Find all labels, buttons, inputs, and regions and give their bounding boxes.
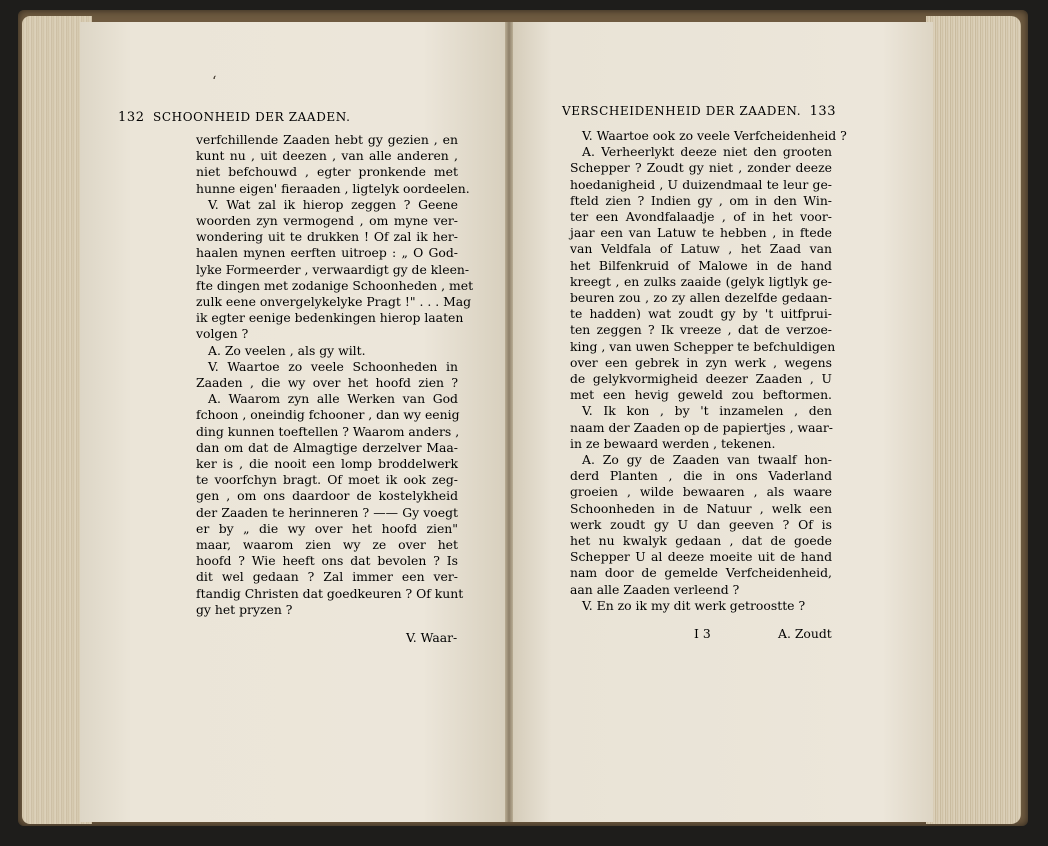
- text-line: de gelykvormigheid deezer Zaaden , U: [570, 371, 832, 387]
- text-line: kunt nu , uit deezen , van alle anderen ,: [196, 148, 458, 164]
- text-line: Schoonheden in de Natuur , welk een: [570, 500, 832, 516]
- text-line: te hadden) wat zoudt gy by 't uitfprui-: [570, 306, 832, 322]
- text-line: het nu kwalyk gedaan , dat de goede: [570, 533, 832, 549]
- right-page-edges: [926, 16, 1021, 824]
- text-line: kreegt , en zulks zaaide (gelyk ligtlyk ge-: [570, 273, 832, 289]
- right-running-head: [562, 104, 837, 119]
- text-line: derd Planten , die in ons Vaderland: [570, 468, 832, 484]
- text-line: fchoon , oneindig fchooner , dan wy eenig: [196, 407, 460, 423]
- text-line: ker is , die nooit een lomp broddelwerk: [196, 456, 458, 472]
- text-line: met een hevig geweld zou beftormen.: [570, 387, 832, 403]
- text-line: hoedanigheid , U duizendmaal te leur ge-: [570, 176, 832, 192]
- text-line: V. Waartoe zo veele Schoonheden in: [208, 358, 458, 374]
- text-line: king , van uwen Schepper te befchuldigen: [570, 338, 836, 354]
- text-line: dan om dat de Almagtige derzelver Maa-: [196, 439, 458, 455]
- text-line: in ze bewaard werden , tekenen.: [570, 435, 776, 451]
- stray-mark: ‘: [212, 74, 217, 90]
- text-line: woorden zyn vermogend , om myne ver-: [196, 213, 458, 229]
- left-running-title: SCHOONHEID DER ZAADEN.: [153, 110, 351, 124]
- text-line: naam der Zaaden op de papiertjes , waar-: [570, 419, 833, 435]
- text-line: niet befchouwd , egter pronkende met: [196, 164, 458, 180]
- text-line: hoofd ? Wie heeft ons dat bevolen ? Is: [196, 553, 458, 569]
- text-line: wondering uit te drukken ! Of zal ik her-: [196, 229, 458, 245]
- text-line: gy het pryzen ?: [196, 601, 293, 617]
- text-line: V. Wat zal ik hierop zeggen ? Geene: [208, 196, 458, 212]
- text-line: van Veldfala of Latuw , het Zaad van: [570, 241, 832, 257]
- text-line: Schepper U al deeze moeite uit de hand: [570, 549, 832, 565]
- text-line: aan alle Zaaden verleend ?: [570, 581, 740, 597]
- text-line: over een gebrek in zyn werk , wegens: [570, 354, 832, 370]
- text-line: maar, waarom zien wy ze over het: [196, 537, 458, 553]
- text-line: haalen mynen eerften uitroep : „ O God-: [196, 245, 458, 261]
- text-line: der Zaaden te herinneren ? —— Gy voegt: [196, 504, 458, 520]
- left-catchword: V. Waar-: [406, 630, 458, 645]
- text-line: V. Waartoe ook zo veele Verfcheidenheid ?: [582, 128, 847, 143]
- text-line: fte dingen met zodanige Schoonheden , met: [196, 277, 474, 293]
- text-line: V. En zo ik my dit werk getroostte ?: [582, 597, 806, 613]
- text-line: Zaaden , die wy over het hoofd zien ?: [196, 375, 458, 391]
- right-catchword: A. Zoudt: [778, 626, 832, 641]
- text-line: ter een Avondfalaadje , of in het voor-: [570, 209, 832, 225]
- left-text-column: [196, 132, 474, 618]
- text-line: het Bilfenkruid of Malowe in de hand: [570, 257, 832, 273]
- text-line: volgen ?: [196, 326, 249, 342]
- text-line: te voorfchyn bragt. Of moet ik ook zeg-: [196, 472, 458, 488]
- right-text-column: [570, 128, 847, 614]
- text-line: beuren zou , zo zy allen dezelfde gedaan-: [570, 290, 832, 306]
- text-line: ftandig Christen dat goedkeuren ? Of kunt: [196, 585, 464, 601]
- text-line: nam door de gemelde Verfcheidenheid,: [570, 565, 832, 581]
- text-line: zulk eene onvergelykelyke Pragt !" . . . Mag: [196, 294, 472, 310]
- text-line: A. Zo veelen , als gy wilt.: [208, 342, 366, 358]
- right-signature-mark: I 3: [694, 626, 711, 641]
- text-line: A. Verheerlykt deeze niet den grooten: [582, 144, 832, 160]
- text-line: werk zoudt gy U dan geeven ? Of is: [570, 516, 832, 532]
- book-gutter: [505, 22, 513, 822]
- text-line: Schepper ? Zoudt gy niet , zonder deeze: [570, 160, 832, 176]
- right-page-number: 133: [809, 104, 837, 119]
- text-line: jaar een van Latuw te hebben , in ftede: [570, 225, 832, 241]
- text-line: dit wel gedaan ? Zal immer een ver-: [196, 569, 458, 585]
- text-line: er by „ die wy over het hoofd zien": [196, 520, 458, 536]
- left-running-head: [118, 110, 498, 125]
- text-line: ding kunnen toeftellen ? Waarom anders ,: [196, 423, 460, 439]
- text-line: hunne eigen' fieraaden , ligtelyk oordeelen.: [196, 180, 470, 196]
- text-line: A. Waarom zyn alle Werken van God: [208, 391, 458, 407]
- text-line: lyke Formeerder , verwaardigt gy de kleen-: [196, 261, 470, 277]
- left-page-number: 132: [118, 110, 145, 125]
- text-line: fteld zien ? Indien gy , om in den Win-: [570, 192, 832, 208]
- text-line: verfchillende Zaaden hebt gy gezien , en: [196, 132, 458, 147]
- text-line: ik egter eenige bedenkingen hierop laaten: [196, 310, 464, 326]
- text-line: V. Ik kon , by 't inzamelen , den: [582, 403, 832, 419]
- text-line: ten zeggen ? Ik vreeze , dat de verzoe-: [570, 322, 832, 338]
- right-running-title: VERSCHEIDENHEID DER ZAADEN.: [562, 104, 802, 118]
- text-line: A. Zo gy de Zaaden van twaalf hon-: [582, 452, 832, 468]
- text-line: groeien , wilde bewaaren , als waare: [570, 484, 832, 500]
- text-line: gen , om ons daardoor de kostelykheid: [196, 488, 458, 504]
